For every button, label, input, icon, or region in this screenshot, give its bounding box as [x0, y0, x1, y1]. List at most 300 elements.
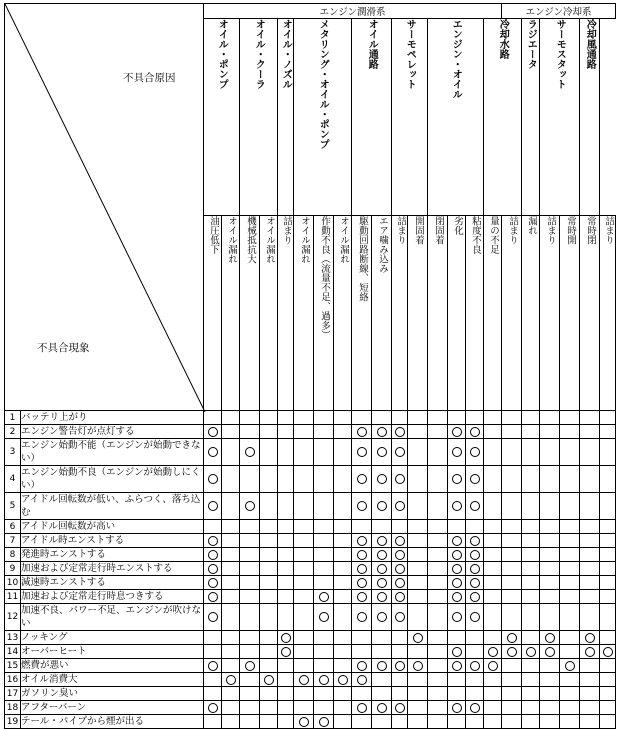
mark-cell: [294, 466, 314, 493]
component-header: [428, 19, 484, 216]
mark-cell: [294, 631, 314, 645]
component-label: オイル・ポンプ: [216, 19, 228, 89]
mark-cell: [580, 590, 600, 604]
symptom-cell: ガソリン臭い: [21, 687, 204, 701]
mark-cell: [222, 534, 240, 548]
cause-header: [392, 216, 408, 411]
mark-cell: [484, 425, 502, 439]
mark-cell: [260, 701, 278, 715]
mark-cell: [600, 493, 616, 520]
row-number: 6: [5, 520, 21, 534]
mark-cell: [352, 439, 372, 466]
table-row: [5, 645, 616, 659]
mark-cell: [260, 659, 278, 673]
mark-cell: [540, 562, 560, 576]
mark-cell: [560, 534, 580, 548]
mark-cell: [352, 534, 372, 548]
mark-cell: [466, 645, 484, 659]
component-header: [278, 19, 294, 216]
mark-cell: [466, 534, 484, 548]
mark-cell: [372, 604, 392, 631]
mark-cell: [522, 493, 540, 520]
component-header: [352, 19, 392, 216]
mark-cell: [448, 631, 466, 645]
applicable-mark-icon: [208, 612, 218, 622]
mark-cell: [600, 439, 616, 466]
cause-label: 漏れ: [525, 216, 537, 235]
mark-cell: [540, 466, 560, 493]
applicable-mark-icon: [208, 427, 218, 437]
table-row: [5, 534, 616, 548]
applicable-mark-icon: [395, 501, 405, 511]
mark-cell: [392, 425, 408, 439]
mark-cell: [580, 466, 600, 493]
table-row: [5, 520, 616, 534]
mark-cell: [204, 548, 222, 562]
cause-header: [204, 216, 222, 411]
mark-cell: [540, 576, 560, 590]
mark-cell: [580, 425, 600, 439]
mark-cell: [392, 604, 408, 631]
symptom-axis-label: 不具合現象: [37, 342, 90, 354]
mark-cell: [334, 493, 352, 520]
mark-cell: [294, 520, 314, 534]
applicable-mark-icon: [357, 578, 367, 588]
mark-cell: [334, 548, 352, 562]
applicable-mark-icon: [395, 592, 405, 602]
mark-cell: [260, 534, 278, 548]
cause-header: [540, 216, 560, 411]
cause-header: [222, 216, 240, 411]
mark-cell: [314, 411, 334, 425]
mark-cell: [334, 411, 352, 425]
mark-cell: [392, 715, 408, 729]
cause-axis-label: 不具合原因: [123, 72, 176, 84]
applicable-mark-icon: [357, 447, 367, 457]
mark-cell: [294, 425, 314, 439]
applicable-mark-icon: [226, 675, 236, 685]
mark-cell: [240, 631, 260, 645]
mark-cell: [204, 687, 222, 701]
mark-cell: [522, 604, 540, 631]
mark-cell: [222, 411, 240, 425]
applicable-mark-icon: [245, 447, 255, 457]
mark-cell: [372, 520, 392, 534]
mark-cell: [580, 520, 600, 534]
cause-header: [448, 216, 466, 411]
component-label: オイル・ノズル: [280, 19, 292, 89]
mark-cell: [522, 562, 540, 576]
mark-cell: [392, 548, 408, 562]
mark-cell: [240, 576, 260, 590]
applicable-mark-icon: [338, 675, 348, 685]
mark-cell: [428, 534, 448, 548]
mark-cell: [448, 645, 466, 659]
mark-cell: [204, 411, 222, 425]
mark-cell: [314, 701, 334, 715]
mark-cell: [352, 715, 372, 729]
cause-header: [372, 216, 392, 411]
mark-cell: [222, 673, 240, 687]
mark-cell: [222, 466, 240, 493]
mark-cell: [334, 715, 352, 729]
applicable-mark-icon: [603, 647, 613, 657]
applicable-mark-icon: [208, 703, 218, 713]
component-header: [540, 19, 580, 216]
mark-cell: [466, 590, 484, 604]
cause-header: [314, 216, 334, 411]
mark-cell: [392, 493, 408, 520]
applicable-mark-icon: [357, 536, 367, 546]
mark-cell: [334, 590, 352, 604]
applicable-mark-icon: [470, 578, 480, 588]
applicable-mark-icon: [452, 447, 462, 457]
mark-cell: [448, 604, 466, 631]
cause-header: [352, 216, 372, 411]
cause-header: [294, 216, 314, 411]
mark-cell: [204, 715, 222, 729]
applicable-mark-icon: [208, 661, 218, 671]
applicable-mark-icon: [585, 633, 595, 643]
row-number: 8: [5, 548, 21, 562]
mark-cell: [372, 548, 392, 562]
mark-cell: [428, 493, 448, 520]
mark-cell: [314, 576, 334, 590]
mark-cell: [408, 687, 428, 701]
applicable-mark-icon: [413, 661, 423, 671]
cause-label: オイル漏れ: [225, 216, 237, 264]
cause-label: 駆動回路断線、短絡: [356, 216, 368, 302]
symptom-cell: アフターバーン: [21, 701, 204, 715]
mark-cell: [600, 715, 616, 729]
mark-cell: [408, 715, 428, 729]
mark-cell: [600, 562, 616, 576]
symptom-cell: 加速不良、パワー不足、エンジンが吹けない: [21, 604, 204, 631]
mark-cell: [260, 520, 278, 534]
applicable-mark-icon: [377, 550, 387, 560]
mark-cell: [484, 659, 502, 673]
mark-cell: [502, 715, 522, 729]
mark-cell: [334, 520, 352, 534]
mark-cell: [428, 659, 448, 673]
cause-label: 開固着: [412, 216, 424, 245]
mark-cell: [204, 576, 222, 590]
mark-cell: [540, 604, 560, 631]
mark-cell: [260, 645, 278, 659]
row-number: 16: [5, 673, 21, 687]
row-number: 4: [5, 466, 21, 493]
mark-cell: [428, 439, 448, 466]
applicable-mark-icon: [377, 612, 387, 622]
mark-cell: [448, 439, 466, 466]
applicable-mark-icon: [357, 564, 367, 574]
applicable-mark-icon: [357, 550, 367, 560]
mark-cell: [260, 687, 278, 701]
mark-cell: [222, 701, 240, 715]
mark-cell: [334, 425, 352, 439]
applicable-mark-icon: [488, 647, 498, 657]
cause-header: [600, 216, 616, 411]
cause-header: [484, 216, 502, 411]
mark-cell: [580, 562, 600, 576]
mark-cell: [560, 520, 580, 534]
mark-cell: [428, 576, 448, 590]
mark-cell: [580, 534, 600, 548]
mark-cell: [352, 687, 372, 701]
mark-cell: [352, 466, 372, 493]
mark-cell: [240, 715, 260, 729]
mark-cell: [408, 425, 428, 439]
mark-cell: [540, 548, 560, 562]
mark-cell: [466, 493, 484, 520]
mark-cell: [540, 631, 560, 645]
mark-cell: [600, 645, 616, 659]
mark-cell: [314, 673, 334, 687]
mark-cell: [448, 534, 466, 548]
symptom-cell: エンジン始動不良（エンジンが始動しにくい）: [21, 466, 204, 493]
table-row: [5, 466, 616, 493]
row-number: 19: [5, 715, 21, 729]
mark-cell: [372, 439, 392, 466]
cause-label: 詰まり: [544, 216, 556, 245]
mark-cell: [278, 548, 294, 562]
system-cooling: エンジン冷却系: [502, 4, 616, 19]
mark-cell: [560, 701, 580, 715]
mark-cell: [560, 562, 580, 576]
mark-cell: [352, 701, 372, 715]
mark-cell: [334, 576, 352, 590]
applicable-mark-icon: [545, 647, 555, 657]
mark-cell: [278, 631, 294, 645]
mark-cell: [522, 425, 540, 439]
mark-cell: [600, 425, 616, 439]
applicable-mark-icon: [395, 536, 405, 546]
mark-cell: [372, 645, 392, 659]
applicable-mark-icon: [507, 633, 517, 643]
mark-cell: [222, 590, 240, 604]
mark-cell: [352, 631, 372, 645]
mark-cell: [294, 562, 314, 576]
mark-cell: [428, 520, 448, 534]
mark-cell: [408, 520, 428, 534]
applicable-mark-icon: [452, 427, 462, 437]
mark-cell: [448, 673, 466, 687]
applicable-mark-icon: [470, 592, 480, 602]
mark-cell: [448, 548, 466, 562]
applicable-mark-icon: [470, 501, 480, 511]
mark-cell: [278, 425, 294, 439]
cause-header: [260, 216, 278, 411]
mark-cell: [522, 576, 540, 590]
symptom-cell: バッテリ上がり: [21, 411, 204, 425]
mark-cell: [540, 534, 560, 548]
mark-cell: [428, 548, 448, 562]
cause-header: [278, 216, 294, 411]
mark-cell: [428, 687, 448, 701]
mark-cell: [222, 493, 240, 520]
mark-cell: [466, 631, 484, 645]
table-row: [5, 673, 616, 687]
mark-cell: [408, 534, 428, 548]
mark-cell: [278, 562, 294, 576]
mark-cell: [502, 562, 522, 576]
mark-cell: [484, 631, 502, 645]
mark-cell: [408, 659, 428, 673]
mark-cell: [600, 576, 616, 590]
mark-cell: [484, 520, 502, 534]
table-row: [5, 604, 616, 631]
cause-label: エア噛み込み: [376, 216, 388, 273]
mark-cell: [222, 439, 240, 466]
mark-cell: [240, 411, 260, 425]
mark-cell: [600, 687, 616, 701]
mark-cell: [204, 673, 222, 687]
mark-cell: [392, 576, 408, 590]
mark-cell: [540, 520, 560, 534]
mark-cell: [428, 645, 448, 659]
mark-cell: [560, 548, 580, 562]
table-row: [5, 493, 616, 520]
mark-cell: [484, 562, 502, 576]
mark-cell: [352, 425, 372, 439]
applicable-mark-icon: [395, 661, 405, 671]
mark-cell: [502, 604, 522, 631]
mark-cell: [240, 548, 260, 562]
mark-cell: [314, 534, 334, 548]
mark-cell: [540, 715, 560, 729]
mark-cell: [314, 687, 334, 701]
mark-cell: [560, 715, 580, 729]
mark-cell: [502, 673, 522, 687]
mark-cell: [278, 687, 294, 701]
applicable-mark-icon: [377, 501, 387, 511]
mark-cell: [408, 493, 428, 520]
mark-cell: [502, 466, 522, 493]
applicable-mark-icon: [377, 447, 387, 457]
mark-cell: [278, 439, 294, 466]
cause-header: [502, 216, 522, 411]
mark-cell: [484, 548, 502, 562]
mark-cell: [484, 687, 502, 701]
cause-label: オイル漏れ: [337, 216, 349, 264]
mark-cell: [240, 425, 260, 439]
mark-cell: [600, 659, 616, 673]
diagnosis-grid: [4, 3, 616, 729]
mark-cell: [240, 590, 260, 604]
mark-cell: [580, 631, 600, 645]
row-number: 10: [5, 576, 21, 590]
mark-cell: [560, 687, 580, 701]
mark-cell: [334, 659, 352, 673]
cause-label: 常時開: [564, 216, 576, 245]
applicable-mark-icon: [377, 536, 387, 546]
mark-cell: [240, 562, 260, 576]
applicable-mark-icon: [357, 474, 367, 484]
component-header: [294, 19, 352, 216]
applicable-mark-icon: [452, 536, 462, 546]
mark-cell: [560, 631, 580, 645]
mark-cell: [352, 548, 372, 562]
mark-cell: [502, 659, 522, 673]
mark-cell: [260, 715, 278, 729]
mark-cell: [502, 631, 522, 645]
mark-cell: [240, 701, 260, 715]
table-row: [5, 659, 616, 673]
mark-cell: [580, 548, 600, 562]
mark-cell: [392, 411, 408, 425]
mark-cell: [540, 425, 560, 439]
applicable-mark-icon: [208, 447, 218, 457]
mark-cell: [540, 645, 560, 659]
mark-cell: [484, 534, 502, 548]
applicable-mark-icon: [395, 578, 405, 588]
mark-cell: [334, 604, 352, 631]
mark-cell: [392, 562, 408, 576]
mark-cell: [466, 466, 484, 493]
row-number: 12: [5, 604, 21, 631]
mark-cell: [580, 673, 600, 687]
symptom-cell: オイル消費大: [21, 673, 204, 687]
applicable-mark-icon: [452, 612, 462, 622]
mark-cell: [428, 604, 448, 631]
mark-cell: [334, 562, 352, 576]
mark-cell: [522, 631, 540, 645]
mark-cell: [408, 411, 428, 425]
mark-cell: [260, 673, 278, 687]
symptom-cell: アイドル回転数が低い、ふらつく、落ち込む: [21, 493, 204, 520]
mark-cell: [352, 604, 372, 631]
mark-cell: [448, 659, 466, 673]
header-corner: [5, 4, 204, 411]
applicable-mark-icon: [357, 703, 367, 713]
applicable-mark-icon: [452, 474, 462, 484]
mark-cell: [484, 701, 502, 715]
applicable-mark-icon: [357, 592, 367, 602]
mark-cell: [466, 548, 484, 562]
mark-cell: [334, 466, 352, 493]
applicable-mark-icon: [319, 592, 329, 602]
cause-label: オイル漏れ: [263, 216, 275, 264]
mark-cell: [294, 493, 314, 520]
component-header: [522, 19, 540, 216]
mark-cell: [352, 411, 372, 425]
mark-cell: [560, 590, 580, 604]
applicable-mark-icon: [377, 703, 387, 713]
mark-cell: [294, 534, 314, 548]
symptom-cell: アイドル回転数が高い: [21, 520, 204, 534]
table-row: [5, 631, 616, 645]
mark-cell: [240, 493, 260, 520]
mark-cell: [352, 493, 372, 520]
mark-cell: [352, 590, 372, 604]
mark-cell: [560, 645, 580, 659]
mark-cell: [314, 493, 334, 520]
mark-cell: [484, 715, 502, 729]
mark-cell: [600, 466, 616, 493]
applicable-mark-icon: [452, 564, 462, 574]
mark-cell: [334, 645, 352, 659]
mark-cell: [600, 411, 616, 425]
applicable-mark-icon: [319, 675, 329, 685]
mark-cell: [240, 687, 260, 701]
applicable-mark-icon: [470, 564, 480, 574]
mark-cell: [372, 425, 392, 439]
mark-cell: [502, 439, 522, 466]
mark-cell: [278, 493, 294, 520]
system-lubrication: エンジン潤滑系: [204, 4, 502, 19]
mark-cell: [222, 631, 240, 645]
component-header: [580, 19, 600, 216]
